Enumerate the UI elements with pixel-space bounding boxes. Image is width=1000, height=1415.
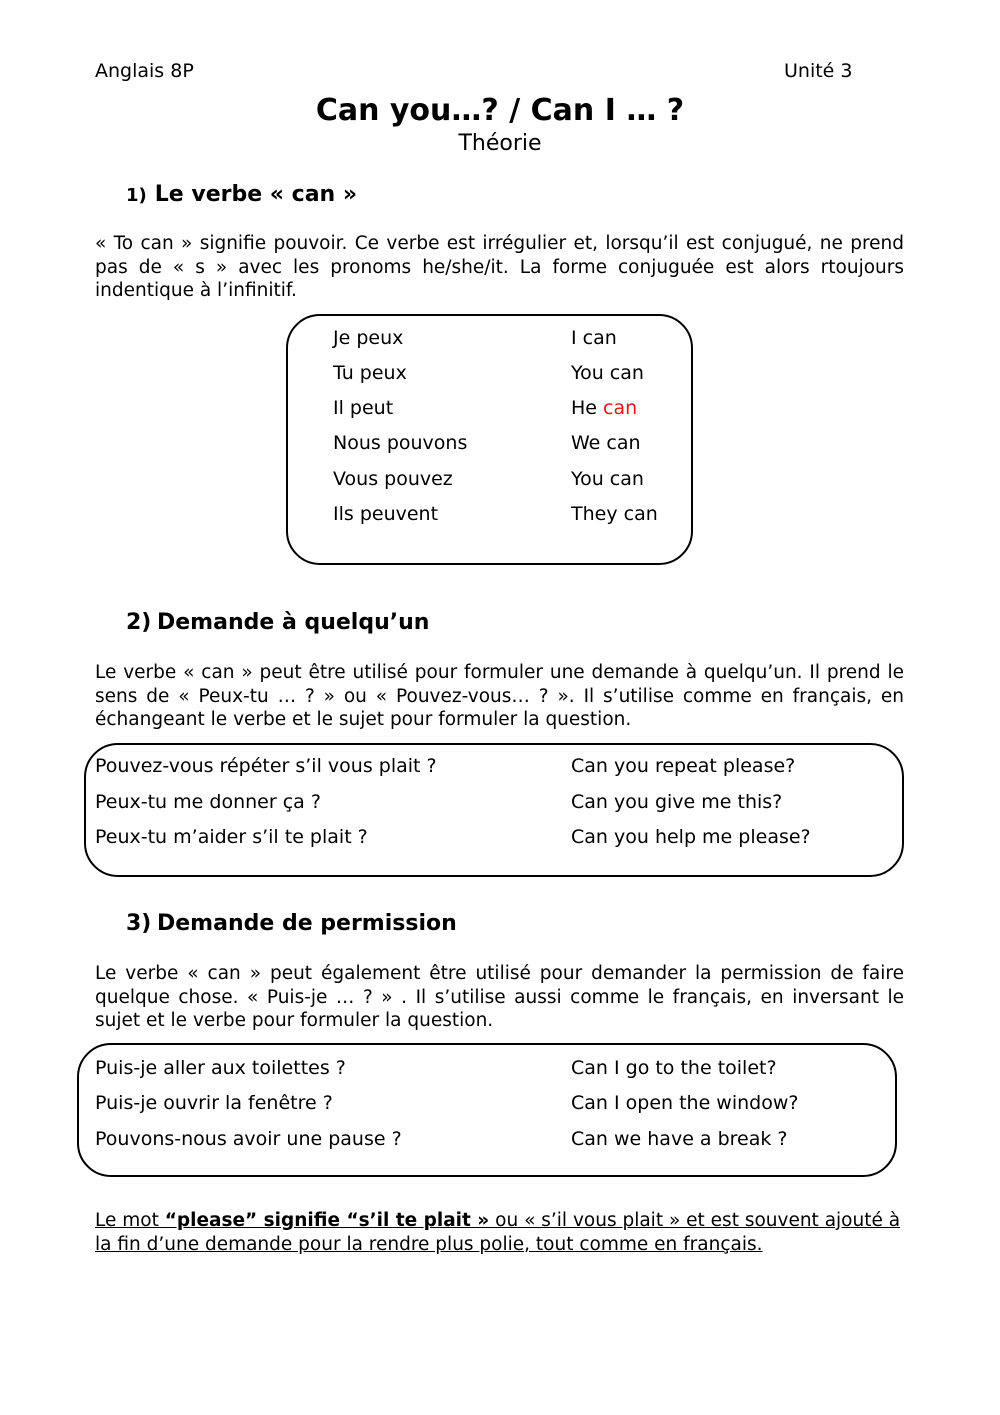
section-1-number: 1) — [126, 185, 147, 206]
conjugation-pronoun: He — [571, 397, 597, 419]
section-3-paragraph: Le verbe « can » peut également être utilisé pour demander la permission de faire quelque chose. « Puis-je … ? » . Il s’utilise aussi comme le français, en inversant le sujet et le verbe pour formuler la question. — [95, 963, 904, 1031]
section-2-title: Demande à quelqu’un — [157, 610, 430, 635]
example-en: Can we have a break ? — [571, 1128, 788, 1150]
example-fr: Pouvons-nous avoir une pause ? — [95, 1128, 402, 1150]
header-subject: Anglais 8P — [95, 60, 194, 82]
example-en: Can you help me please? — [571, 826, 811, 848]
conjugation-fr: Vous pouvez — [333, 468, 453, 490]
note-rest: ou « s’il vous plait » et est souvent ajouté à la fin d’une demande pour la rendre plus polie, tout comme en français. — [95, 1210, 901, 1255]
section-1-title: Le verbe « can » — [154, 182, 358, 207]
page-subtitle: Théorie — [458, 131, 542, 156]
section-2-number: 2) — [126, 610, 152, 635]
section-1-paragraph: « To can » signifie pouvoir. Ce verbe est irrégulier et, lorsqu’il est conjugué, ne prend pas de « s » avec les pronoms he/she/it. La forme conjuguée est alors rtoujours indentique à l’infinitif. — [95, 233, 904, 301]
example-en: Can I open the window? — [571, 1092, 799, 1114]
conjugation-fr: Tu peux — [333, 362, 407, 384]
conjugation-en: You can — [571, 468, 644, 490]
page-title: Can you…? / Can I … ? — [315, 93, 685, 128]
example-fr: Peux-tu me donner ça ? — [95, 791, 321, 813]
note-bold: “please” signifie “s’il te plait » — [164, 1210, 490, 1231]
section-2-heading — [126, 610, 429, 635]
note-intro: Le mot — [95, 1210, 165, 1231]
conjugation-fr: Nous pouvons — [333, 432, 468, 454]
header-unit: Unité 3 — [784, 60, 853, 82]
conjugation-fr: Je peux — [333, 327, 404, 349]
example-fr: Pouvez-vous répéter s’il vous plait ? — [95, 755, 437, 777]
example-en: Can I go to the toilet? — [571, 1057, 777, 1079]
highlighted-verb: can — [603, 397, 638, 419]
section-3-title: Demande de permission — [157, 911, 457, 936]
conjugation-en: We can — [571, 432, 641, 454]
example-en: Can you repeat please? — [571, 755, 796, 777]
example-fr: Puis-je ouvrir la fenêtre ? — [95, 1092, 333, 1114]
example-en: Can you give me this? — [571, 791, 783, 813]
conjugation-en — [571, 397, 637, 419]
conjugation-en: I can — [571, 327, 617, 349]
section-3-number: 3) — [126, 911, 152, 936]
please-note — [95, 1209, 905, 1256]
conjugation-fr: Ils peuvent — [333, 503, 439, 525]
conjugation-en: They can — [571, 503, 658, 525]
section-2-paragraph: Le verbe « can » peut être utilisé pour formuler une demande à quelqu’un. Il prend le sens de « Peux-tu … ? » ou « Pouvez-vous… ? ». Il s’utilise comme en français, en échangeant le verbe et le sujet pour formuler la question. — [95, 662, 904, 730]
conjugation-fr: Il peut — [333, 397, 394, 419]
section-1-heading — [126, 182, 357, 207]
section-3-heading — [126, 911, 457, 936]
example-fr: Peux-tu m’aider s’il te plait ? — [95, 826, 368, 848]
conjugation-en: You can — [571, 362, 644, 384]
example-fr: Puis-je aller aux toilettes ? — [95, 1057, 346, 1079]
